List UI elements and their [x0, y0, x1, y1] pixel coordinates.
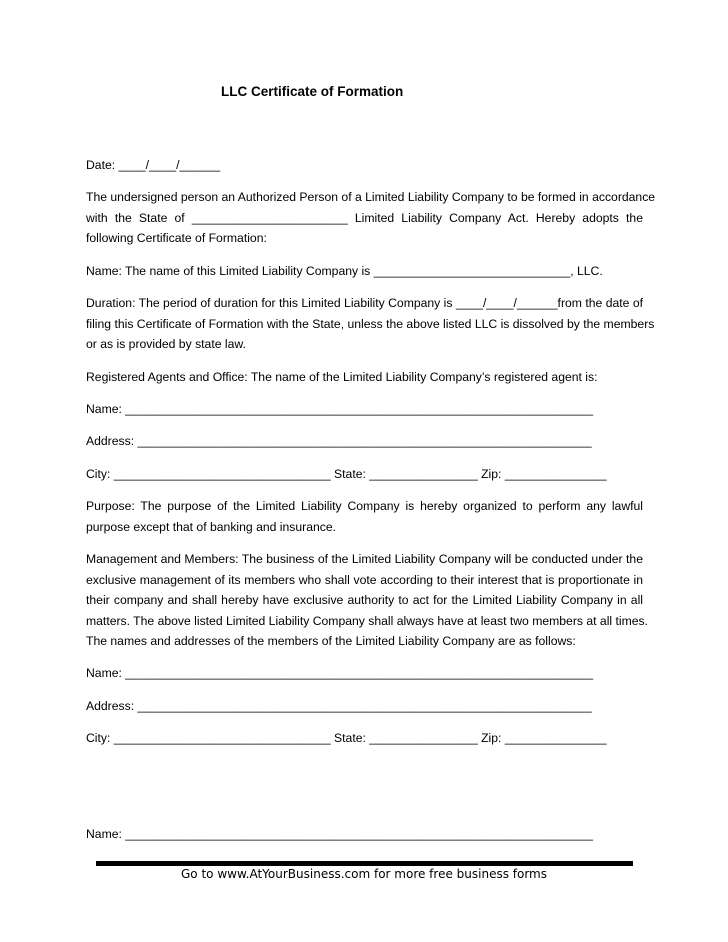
duration-line: Duration: The period of duration for this Limited Liability Company is ____/____/______from the date of [86, 296, 643, 310]
management-line: exclusive management of its members who shall vote according to their interest that is proportionate in [86, 572, 643, 587]
intro-paragraph [86, 187, 656, 249]
purpose-line: purpose except that of banking and insurance. [86, 519, 337, 534]
date-line: Date: ____/____/______ [86, 158, 221, 172]
purpose-paragraph [86, 496, 643, 537]
duration-line: or as is provided by state law. [86, 337, 246, 351]
duration-paragraph [86, 293, 655, 355]
member2-name-line: Name: _____________________________________________________________________ [86, 827, 593, 841]
intro-line: following Certificate of Formation: [86, 231, 267, 245]
management-line: The names and addresses of the members of the Limited Liability Company are as follows: [86, 634, 576, 648]
intro-line: with the State of _______________________ Limited Liability Company Act. Hereby adopts the [86, 210, 643, 225]
purpose-line: Purpose: The purpose of the Limited Liability Company is hereby organized to perform any lawful [86, 499, 643, 513]
management-line: matters. The above listed Limited Liability Company shall always have at least two members at all times. [86, 613, 648, 628]
registered-agent-heading: Registered Agents and Office: The name of the Limited Liability Company’s registered agent is: [86, 370, 598, 384]
management-paragraph [86, 549, 648, 652]
management-line: Management and Members: The business of the Limited Liability Company will be conducted under the [86, 552, 643, 566]
member-city-state-zip-line: City: ________________________________ State: ________________ Zip: _______________ [86, 731, 607, 745]
member-name-line: Name: _____________________________________________________________________ [86, 666, 593, 680]
agent-name-line: Name: _____________________________________________________________________ [86, 402, 593, 416]
agent-city-state-zip-line: City: ________________________________ State: ________________ Zip: _______________ [86, 467, 607, 481]
company-name-line: Name: The name of this Limited Liability Company is _____________________________, LLC. [86, 264, 603, 278]
footer-text: Go to www.AtYourBusiness.com for more free business forms [181, 867, 547, 881]
management-line: their company and shall hereby have exclusive authority to act for the Limited Liability Company in all [86, 593, 643, 607]
member-address-line: Address: ___________________________________________________________________ [86, 699, 592, 713]
footer-divider [96, 861, 633, 866]
document-title: LLC Certificate of Formation [221, 84, 404, 99]
intro-line: The undersigned person an Authorized Person of a Limited Liability Company to be formed in accordance [86, 190, 656, 204]
duration-line: filing this Certificate of Formation with the State, unless the above listed LLC is dissolved by the members [86, 316, 655, 331]
agent-address-line: Address: ___________________________________________________________________ [86, 434, 592, 448]
